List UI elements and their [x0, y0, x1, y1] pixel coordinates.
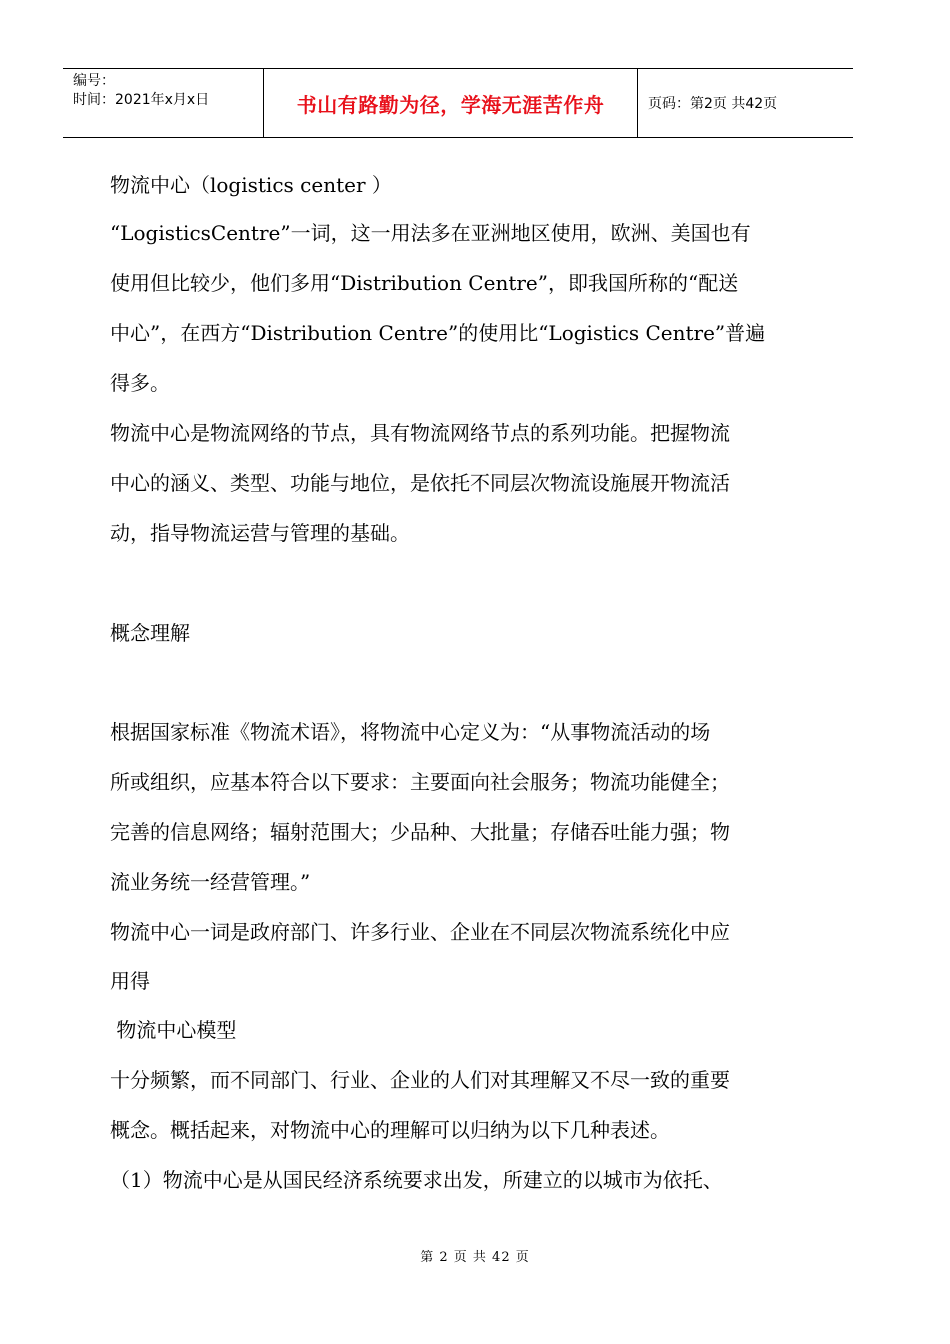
paragraph-line: 动，指导物流运营与管理的基础。: [110, 521, 410, 545]
document-time-label: 时间：2021年x月x日: [73, 92, 210, 108]
paragraph-line: 中心的涵义、类型、功能与地位，是依托不同层次物流设施展开物流活: [110, 471, 730, 495]
paragraph-line: 概念。概括起来，对物流中心的理解可以归纳为以下几种表述。: [110, 1118, 670, 1142]
page-header: [63, 68, 853, 138]
paragraph-line: 流业务统一经营管理。”: [110, 870, 311, 894]
section-heading: 概念理解: [110, 621, 190, 645]
paragraph-line: 用得: [110, 969, 150, 993]
document-number-label: 编号：: [73, 73, 115, 89]
header-motto: 书山有路勤为径，学海无涯苦作舟: [264, 69, 638, 137]
paragraph-line: 物流中心是物流网络的节点，具有物流网络节点的系列功能。把握物流: [110, 421, 730, 445]
figure-caption: 物流中心模型: [110, 1018, 237, 1042]
paragraph-line: （1）物流中心是从国民经济系统要求出发，所建立的以城市为依托、: [110, 1168, 723, 1192]
paragraph-line: “LogisticsCentre”一词，这一用法多在亚洲地区使用，欧洲、美国也有: [110, 221, 751, 245]
header-meta-cell: [63, 69, 264, 137]
paragraph-line: 所或组织，应基本符合以下要求：主要面向社会服务；物流功能健全；: [110, 770, 730, 794]
page-footer: 第 2 页 共 42 页: [420, 1250, 530, 1265]
header-page-info: 页码：第2页 共42页: [648, 96, 778, 112]
paragraph-line: 根据国家标准《物流术语》，将物流中心定义为：“从事物流活动的场: [110, 720, 711, 744]
paragraph-line: 完善的信息网络；辐射范围大；少品种、大批量；存储吞吐能力强；物: [110, 820, 730, 844]
section-title: 物流中心（logistics center ）: [110, 173, 392, 197]
paragraph-line: 十分频繁，而不同部门、行业、企业的人们对其理解又不尽一致的重要: [110, 1068, 730, 1092]
paragraph-line: 使用但比较少，他们多用“Distribution Centre”，即我国所称的“配送: [110, 271, 739, 295]
paragraph-line: 中心”，在西方“Distribution Centre”的使用比“Logistics Centre”普遍: [110, 321, 766, 345]
paragraph-line: 物流中心一词是政府部门、许多行业、企业在不同层次物流系统化中应: [110, 920, 730, 944]
paragraph-line: 得多。: [110, 371, 170, 395]
